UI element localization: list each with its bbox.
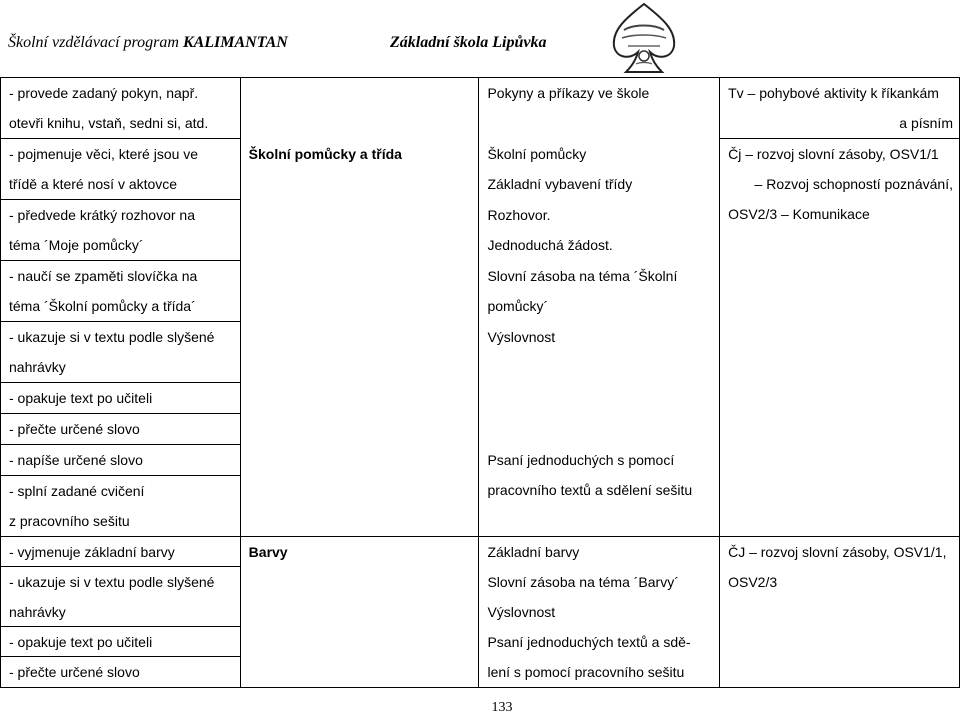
topic-label: Barvy — [248, 544, 288, 560]
cell-line: pracovního textů a sdělení sešitu — [487, 481, 693, 498]
content-cell — [479, 78, 720, 139]
cell-line: - ukazuje si v textu podle slyšené — [9, 574, 215, 590]
outcome-cell — [1, 139, 241, 200]
crosscurricular-cell — [720, 139, 960, 537]
cell-line: - ukazuje si v textu podle slyšené — [9, 329, 215, 345]
table-row — [1, 537, 960, 688]
outcome-cell — [1, 476, 241, 537]
cell-line: Výslovnost — [487, 604, 556, 620]
cell-line: téma ´Školní pomůcky a třída´ — [9, 298, 196, 314]
cell-line: otevři knihu, vstaň, sedni si, atd. — [9, 115, 209, 131]
crosscurricular-cell — [720, 78, 960, 139]
topic-label: Školní pomůcky a třída — [248, 145, 402, 162]
page-number: 133 — [491, 700, 513, 715]
curriculum-table — [0, 77, 960, 688]
outcome-cell — [1, 445, 241, 476]
cell-line: pomůcky´ — [487, 297, 549, 314]
outcome-cell — [1, 78, 241, 139]
content-cell — [479, 322, 720, 445]
topic-cell — [240, 537, 479, 688]
table-row — [1, 139, 960, 200]
cell-line: - splní zadané cvičení — [9, 483, 145, 499]
cell-line: Tv – pohybové aktivity k říkankám — [728, 85, 939, 101]
cell-line: Psaní jednoduchých s pomocí — [487, 451, 675, 468]
cell-line: OSV2/3 — [728, 574, 778, 590]
cell-line: třídě a které nosí v aktovce — [9, 176, 178, 192]
cell-line: – Rozvoj schopností poznávání, — [754, 176, 953, 192]
cell-line: - pojmenuje věci, které jsou ve — [9, 146, 199, 162]
page-header — [0, 0, 960, 78]
cell-line: téma ´Moje pomůcky´ — [9, 237, 144, 253]
cell-line: nahrávky — [1, 597, 240, 627]
cell-line: Základní barvy — [487, 544, 580, 560]
content-cell — [479, 200, 720, 261]
cell-line: - opakuje text po učiteli — [9, 390, 153, 406]
cell-line: Základní vybavení třídy — [487, 175, 633, 192]
outcome-cell — [1, 414, 241, 445]
cell-line: Jednoduchá žádost. — [487, 236, 613, 253]
cell-line: Čj – rozvoj slovní zásoby, OSV1/1 — [728, 146, 939, 162]
cell-line: - provede zadaný pokyn, např. — [9, 85, 199, 101]
content-cell — [479, 261, 720, 322]
content-cell — [479, 445, 720, 537]
program-prefix: Školní vzdělávací program — [8, 34, 179, 51]
program-title — [8, 34, 288, 52]
outcome-cell — [1, 261, 241, 322]
cell-line: Pokyny a příkazy ve škole — [487, 85, 650, 101]
cell-line: z pracovního sešitu — [9, 513, 130, 529]
cell-line: - přečte určené slovo — [9, 421, 140, 437]
content-cell — [479, 537, 720, 688]
topic-cell — [240, 139, 479, 537]
outcome-cell — [1, 537, 241, 688]
outcome-cell — [1, 200, 241, 261]
outcome-cell — [1, 322, 241, 383]
topic-cell — [240, 78, 479, 139]
cell-line: lení s pomocí pracovního sešitu — [487, 664, 685, 680]
cell-line: - napíše určené slovo — [9, 452, 143, 468]
cell-line: - naučí se zpaměti slovíčka na — [9, 268, 198, 284]
cell-line: ČJ – rozvoj slovní zásoby, OSV1/1, — [728, 544, 947, 560]
program-name: KALIMANTAN — [182, 34, 288, 51]
cell-line: nahrávky — [9, 359, 66, 375]
outcome-cell — [1, 383, 241, 414]
cell-line: Slovní zásoba na téma ´Barvy´ — [487, 574, 679, 590]
cell-line: OSV2/3 – Komunikace — [728, 206, 870, 222]
cell-line: Slovní zásoba na téma ´Školní — [487, 267, 678, 284]
content-cell — [479, 139, 720, 200]
cell-line: - vyjmenuje základní barvy — [1, 537, 240, 567]
cell-line: - opakuje text po učiteli — [1, 627, 240, 657]
school-logo-icon — [606, 0, 682, 78]
cell-line: Rozhovor. — [487, 206, 551, 223]
crosscurricular-cell — [720, 537, 960, 688]
cell-line: - přečte určené slovo — [9, 664, 140, 680]
school-name: Základní škola Lipůvka — [390, 34, 547, 51]
table-row — [1, 78, 960, 139]
cell-line: a písním — [899, 115, 953, 131]
cell-line: Výslovnost — [487, 328, 556, 345]
cell-line: Školní pomůcky — [487, 145, 587, 162]
cell-line: Psaní jednoduchých textů a sdě- — [487, 634, 691, 650]
cell-line: - předvede krátký rozhovor na — [9, 207, 195, 223]
